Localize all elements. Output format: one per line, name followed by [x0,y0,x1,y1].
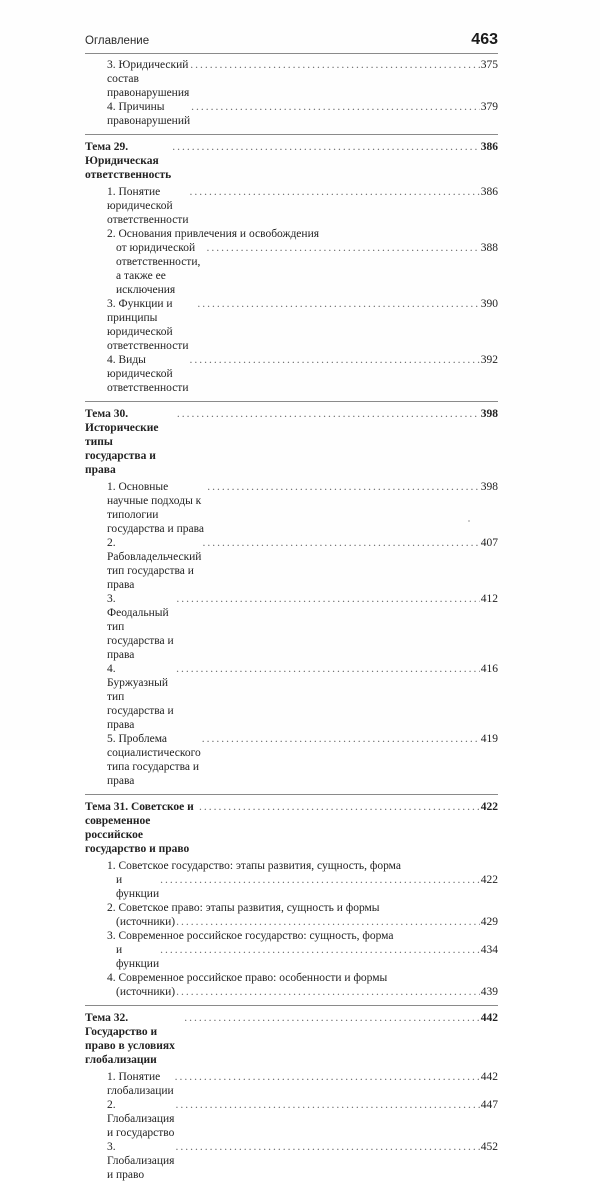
toc-topic-title: Тема 31. Советское и современное российское государство и право [85,801,194,855]
toc-entry-multiline [85,971,498,999]
toc-entry-title-line2: (источники) [116,986,176,998]
dot-leader [175,1098,479,1112]
dot-leader [176,915,480,929]
toc-entry [85,1140,498,1182]
toc-entry [85,185,498,227]
toc-entry-page: 392 [480,354,498,366]
toc-entry-title: 3. Функции и принципы юридической ответственности [107,298,189,352]
dot-leader [197,297,479,311]
toc-entry-title: 3. Глобализация и право [107,1141,175,1181]
toc-section-29 [85,135,498,402]
toc-entry [85,100,498,128]
dot-leader [202,536,479,550]
toc-entry-line2 [107,241,498,297]
dot-leader [207,480,480,494]
toc-entry-title-line2: и функции [116,874,160,900]
paper-speck [468,520,470,522]
toc-entry-page: 452 [480,1141,498,1153]
toc-entry-page: 412 [480,593,498,605]
dot-leader [184,1011,479,1025]
table-of-contents [85,58,498,1182]
running-header-title: Оглавление [85,35,150,47]
dot-leader [175,1140,479,1154]
toc-entry-page: 429 [480,916,498,928]
toc-topic-page: 398 [480,408,498,420]
toc-entry-page: 398 [480,481,498,493]
toc-entry [85,1098,498,1140]
toc-topic-title: Тема 32. Государство и право в условиях глобализации [85,1012,175,1066]
toc-section-32 [85,1006,498,1182]
toc-entry-page: 419 [480,733,498,745]
toc-entry-page: 375 [480,59,498,71]
running-header [85,31,498,54]
toc-topic-heading [85,1011,498,1067]
toc-entry-page: 442 [480,1071,498,1083]
toc-entry-title: 1. Основные научные подходы к типологии государства и права [107,481,204,535]
toc-section-28-continued [85,58,498,135]
toc-entry [85,353,498,395]
toc-entry-multiline [85,929,498,971]
dot-leader [160,873,480,887]
toc-topic-heading [85,140,498,182]
toc-entry-page: 379 [480,101,498,113]
toc-entry [85,480,498,536]
toc-entry-title: 5. Проблема социалистического типа государства и права [107,733,201,787]
toc-entry-title-line1: 1. Советское государство: этапы развития, сущность, форма [107,860,401,872]
toc-entry-title: 3. Феодальный тип государства и права [107,593,174,661]
toc-section-31 [85,795,498,1006]
toc-entry-title: 4. Причины правонарушений [107,101,191,127]
dot-leader [199,800,480,814]
toc-entry-title-line1: 3. Современное российское государство: сущность, форма [107,930,394,942]
toc-entry-title: 4. Виды юридической ответственности [107,354,189,394]
dot-leader [191,100,480,114]
toc-entry-title: 1. Понятие глобализации [107,1071,174,1097]
toc-entry-title-line1: 4. Современное российское право: особенности и формы [107,972,388,984]
dot-leader [189,185,479,199]
dot-leader [177,407,480,421]
page-number: 463 [471,31,498,48]
toc-entry-page: 416 [480,663,498,675]
dot-leader [175,1070,480,1084]
toc-entry-page: 386 [480,186,498,198]
toc-topic-title: Тема 29. Юридическая ответственность [85,141,172,181]
toc-entry-line2 [107,915,498,929]
toc-topic-page: 422 [480,801,498,813]
toc-entry-line2 [107,985,498,999]
toc-entry [85,536,498,592]
toc-entry-page: 439 [480,986,498,998]
toc-entry-title: 4. Буржуазный тип государства и права [107,663,174,731]
dot-leader [189,353,479,367]
toc-entry-title-line2: и функции [116,944,160,970]
toc-topic-page: 386 [480,141,498,153]
toc-entry-page: 388 [480,242,498,254]
dot-leader [176,592,479,606]
toc-entry-title-line2: (источники) [116,916,176,928]
toc-entry-multiline [85,227,498,297]
toc-topic-heading [85,407,498,477]
dot-leader [190,58,479,72]
toc-entry-page: 390 [480,298,498,310]
dot-leader [207,241,480,255]
toc-entry-title: 2. Рабовладельческий тип государства и права [107,537,202,591]
toc-entry [85,592,498,662]
dot-leader [172,140,479,154]
toc-topic-heading [85,800,498,856]
toc-entry-page: 447 [480,1099,498,1111]
toc-entry-multiline [85,859,498,901]
dot-leader [176,985,480,999]
toc-entry-title: 2. Глобализация и государство [107,1099,175,1139]
toc-entry-title: 1. Понятие юридической ответственности [107,186,189,226]
toc-topic-page: 442 [480,1012,498,1024]
dot-leader [160,943,480,957]
toc-topic-title: Тема 30. Исторические типы государства и права [85,408,159,476]
toc-entry [85,662,498,732]
toc-entry [85,1070,498,1098]
toc-entry-line2 [107,943,498,971]
dot-leader [176,662,480,676]
toc-entry [85,732,498,788]
toc-entry-title-line1: 2. Основания привлечения и освобождения [107,228,320,240]
toc-entry-title-line2: от юридической ответственности, а также ее исключения [116,242,201,296]
toc-entry-title: 3. Юридический состав правонарушения [107,59,190,99]
toc-entry-page: 434 [480,944,498,956]
toc-section-30 [85,402,498,795]
toc-entry-page: 422 [480,874,498,886]
toc-entry-page: 407 [480,537,498,549]
dot-leader [202,732,480,746]
toc-entry [85,297,498,353]
toc-entry-title-line1: 2. Советское право: этапы развития, сущность и формы [107,902,380,914]
toc-entry-multiline [85,901,498,929]
toc-entry [85,58,498,100]
toc-entry-line2 [107,873,498,901]
